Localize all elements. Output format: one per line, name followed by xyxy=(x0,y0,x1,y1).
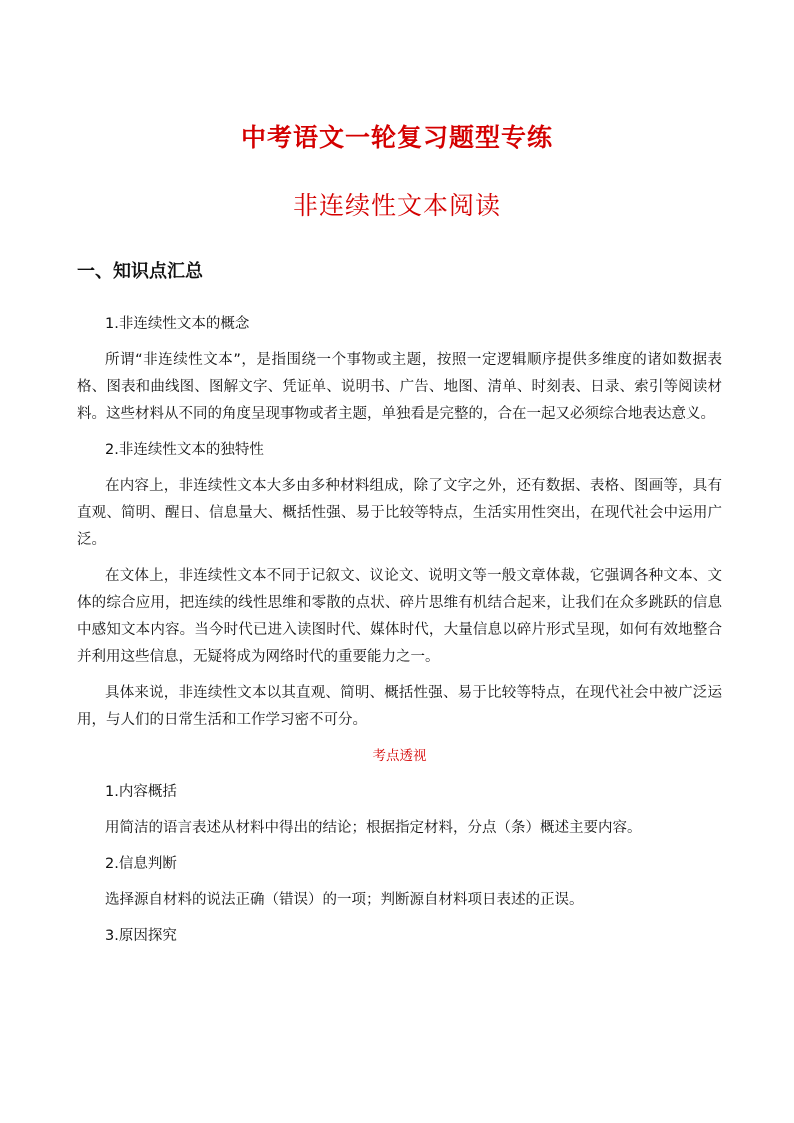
exam-point-heading: 2.信息判断 xyxy=(105,856,177,872)
section-heading: 一、知识点汇总 xyxy=(77,261,203,282)
exam-point-text: 选择源自材料的说法正确（错误）的一项；判断源自材料项日表述的正误。 xyxy=(105,892,584,908)
sub-title: 非连续性文本阅读 xyxy=(292,191,501,220)
main-title: 中考语文一轮复习题型专练 xyxy=(240,123,553,152)
summary-paragraph: 具体来说，非连续性文本以其直观、简明、概括性强、易于比较等特点，在现代社会中被广泛运用，与人们的日常生活和工作学习密不可分。 xyxy=(77,685,722,728)
body-content xyxy=(77,311,722,959)
content-paragraph: 在内容上，非连续性文本大多由多种材料组成，除了文字之外，还有数据、表格、图画等，具有直观、简明、醒日、信息量大、概括性强、易于比较等特点，生活实用性突出，在现代社会中运用广泛。 xyxy=(77,478,722,548)
exam-point-heading: 1.内容概括 xyxy=(105,784,177,800)
exam-point-heading: 3.原因探究 xyxy=(105,928,177,944)
concept-paragraph: 所谓“非连续性文本”，是指围绕一个事物或主题，按照一定逻辑顺序提供多维度的诸如数据表格、图表和曲线图、图解文字、凭证单、说明书、广告、地图、清单、时刻表、日录、索引等阅读材料。这些材料从不同的角度呈现事物或者主题，单独看是完整的，合在一起又必须综合地表达意义。 xyxy=(77,352,722,422)
style-paragraph: 在文体上，非连续性文本不同于记叙文、议论文、说明文等一般文章体裁，它强调各种文本、文体的综合应用，把连续的线性思维和零散的点状、碎片思维有机结合起来，让我们在众多跳跃的信息中感知文本内容。当今时代已进入读图时代、媒体时代，大量信息以碎片形式呈现，如何有效地整合并利用这些信息，无疑将成为网络时代的重要能力之一。 xyxy=(77,568,722,665)
exam-points-heading: 考点透视 xyxy=(372,748,427,764)
exam-point-text: 用简洁的语言表述从材料中得出的结论；根据指定材料，分点（条）概述主要内容。 xyxy=(105,820,642,836)
uniqueness-heading: 2.非连续性文本的独特性 xyxy=(105,442,264,458)
concept-heading: 1.非连续性文本的概念 xyxy=(105,316,250,332)
